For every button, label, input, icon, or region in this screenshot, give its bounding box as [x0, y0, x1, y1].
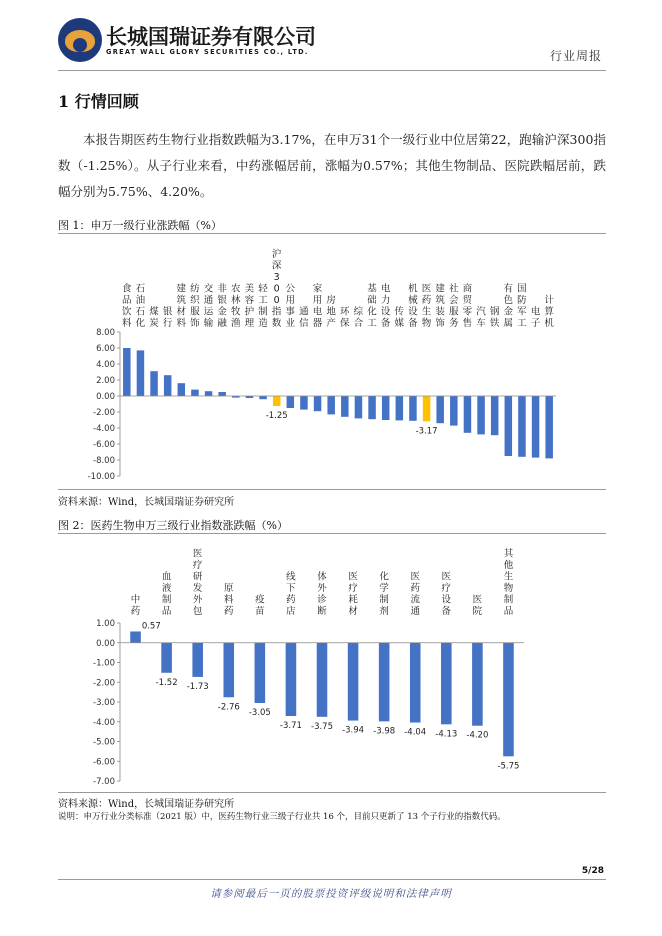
category-label: 计算机 — [544, 295, 554, 329]
y-tick-label: -6.00 — [93, 757, 115, 768]
category-label: 纺织服饰 — [190, 283, 200, 329]
bar — [368, 396, 375, 419]
summary-paragraph: 本报告期医药生物行业指数跌幅为3.17%，在申万31个一级行业中位居第22，跑输沪深300指数（-1.25%）。从子行业来看，中药涨幅居前，涨幅为0.57%；其他生物制品、医院跌幅居前，跌幅分别为5.75%、4.20%。 — [58, 132, 606, 199]
bar — [255, 643, 266, 703]
bar — [223, 643, 234, 698]
data-label: 0.57 — [141, 621, 161, 632]
category-label: 综合 — [353, 306, 364, 329]
category-label: 其他生物制品 — [503, 548, 514, 617]
data-label: -4.13 — [435, 729, 458, 740]
y-tick-label: -5.00 — [93, 737, 115, 748]
bar — [382, 396, 389, 420]
data-label: -3.94 — [342, 725, 365, 736]
category-label: 社会服务 — [449, 283, 459, 329]
footer-disclaimer: 请参阅最后一页的股票投资评级说明和法律声明 — [210, 888, 452, 900]
bar — [518, 396, 525, 457]
report-type: 行业周报 — [549, 49, 602, 63]
data-label: -3.71 — [279, 721, 302, 732]
bar — [379, 643, 390, 722]
category-label: 石油石化 — [135, 283, 146, 329]
bar — [327, 396, 334, 414]
bar — [355, 396, 362, 418]
figure2-source: 资料来源：Wind，长城国瑞证券研究所 — [58, 799, 235, 810]
bar — [341, 396, 348, 417]
data-label: -1.25 — [265, 411, 288, 421]
category-label: 国防军工 — [517, 283, 527, 329]
bar — [192, 643, 203, 677]
bar — [259, 396, 266, 399]
data-label: -1.52 — [155, 677, 178, 688]
category-label: 传媒 — [394, 306, 405, 329]
figure1-source: 资料来源：Wind，长城国瑞证券研究所 — [58, 497, 235, 508]
figure1-chart — [58, 236, 606, 488]
bar — [410, 643, 421, 723]
figure2-bottom-rule — [58, 792, 606, 793]
category-label: 煤炭 — [149, 306, 159, 329]
category-label: 通信 — [299, 306, 309, 329]
category-label: 有色金属 — [503, 283, 514, 329]
bar — [505, 396, 512, 456]
category-label: 建筑装饰 — [435, 283, 445, 329]
category-label: 电力设备 — [380, 283, 391, 329]
category-label: 电子 — [530, 306, 541, 329]
y-tick-label: 8.00 — [96, 328, 115, 338]
bar — [161, 643, 172, 673]
category-label: 汽车 — [476, 306, 486, 329]
data-label: -1.73 — [186, 681, 209, 692]
category-label: 环保 — [340, 306, 350, 329]
bar — [300, 396, 307, 410]
bar — [545, 396, 552, 458]
y-tick-label: 4.00 — [96, 360, 115, 370]
bar — [423, 396, 430, 421]
page-number: 5/28 — [581, 866, 604, 876]
y-tick-label: -2.00 — [93, 408, 115, 418]
category-label: 医院 — [472, 594, 483, 617]
category-label: 沪深 3 0 0 指数 — [271, 249, 282, 329]
category-label: 疫苗 — [255, 594, 265, 617]
data-label: -4.20 — [466, 730, 489, 741]
bar — [205, 391, 212, 396]
bar — [191, 390, 198, 396]
category-label: 中药 — [130, 594, 141, 617]
category-label: 线下药店 — [286, 571, 296, 617]
bar — [409, 396, 416, 421]
y-tick-label: -4.00 — [93, 717, 115, 728]
bar — [436, 396, 443, 423]
header-divider — [58, 70, 606, 71]
category-label: 公用事业 — [285, 283, 296, 329]
bar — [532, 396, 539, 458]
y-tick-label: -8.00 — [93, 456, 115, 466]
y-tick-label: -2.00 — [93, 678, 115, 689]
bar — [286, 643, 297, 716]
y-tick-label: -3.00 — [93, 698, 115, 708]
bar — [348, 643, 359, 721]
figure2-chart — [58, 536, 606, 791]
category-label: 化学制剂 — [379, 571, 389, 617]
bar — [477, 396, 484, 434]
category-label: 非银金融 — [217, 283, 227, 329]
section-title: 1 行情回顾 — [58, 92, 139, 111]
data-label: -4.04 — [404, 727, 427, 738]
data-label: -3.17 — [415, 426, 438, 437]
y-tick-label: 1.00 — [96, 619, 115, 629]
bar — [130, 631, 141, 642]
bar — [317, 643, 328, 717]
category-label: 美容护理 — [244, 283, 255, 329]
bar — [450, 396, 457, 426]
bar — [287, 396, 294, 408]
category-label: 食品饮料 — [122, 283, 132, 329]
company-name-cn: 长城国瑞证券有限公司 — [106, 25, 316, 49]
bar — [441, 643, 452, 725]
category-label: 建筑材料 — [176, 283, 187, 329]
category-label: 银行 — [162, 306, 173, 329]
bar — [273, 396, 280, 406]
y-tick-label: -7.00 — [93, 777, 115, 787]
category-label: 医疗研发外包 — [192, 548, 203, 617]
data-label: -2.76 — [217, 702, 240, 713]
category-label: 钢铁 — [489, 306, 500, 329]
figure2-note: 说明：申万行业分类标准（2021 版）中，医药生物行业三级子行业共 16 个，目前只更新了 13 个子行业的指数代码。 — [58, 812, 506, 822]
category-label: 商贸零售 — [462, 283, 473, 329]
data-label: -3.98 — [373, 726, 396, 737]
bar — [503, 643, 514, 757]
y-tick-label: -10.00 — [87, 472, 115, 482]
category-label: 医疗设备 — [441, 571, 452, 617]
figure1-title: 图 1：申万一级行业涨跌幅（%） — [58, 219, 222, 232]
category-label: 医疗耗材 — [348, 571, 358, 617]
bar — [464, 396, 471, 433]
figure1-bottom-rule — [58, 489, 606, 490]
category-label: 医药流通 — [410, 571, 420, 617]
figure2-title: 图 2：医药生物申万三级行业指数涨跌幅（%） — [58, 519, 288, 532]
data-label: -5.75 — [497, 761, 520, 772]
bar — [137, 350, 144, 396]
bar — [314, 396, 321, 411]
category-label: 农林牧渔 — [231, 283, 241, 329]
data-label: -3.05 — [248, 707, 271, 718]
bar — [396, 396, 403, 420]
y-tick-label: 0.00 — [96, 392, 115, 402]
category-label: 基础化工 — [367, 283, 377, 329]
bar — [164, 375, 171, 396]
category-label: 家用电器 — [312, 283, 323, 329]
category-label: 血液制品 — [161, 571, 172, 617]
company-name-en: GREAT WALL GLORY SECURITIES CO., LTD. — [106, 48, 309, 56]
y-tick-label: 2.00 — [96, 376, 115, 386]
company-logo — [58, 18, 102, 62]
data-label: -3.75 — [311, 721, 333, 732]
bar — [150, 371, 157, 396]
y-tick-label: -4.00 — [93, 424, 115, 434]
y-tick-label: 6.00 — [96, 344, 115, 354]
bar — [178, 383, 185, 396]
category-label: 交通运输 — [203, 283, 214, 329]
y-tick-label: 0.00 — [96, 638, 115, 649]
figure1-top-rule — [58, 233, 606, 234]
y-tick-label: -1.00 — [93, 658, 115, 669]
bar — [218, 392, 225, 396]
category-label: 机械设备 — [408, 283, 418, 329]
category-label: 轻工制造 — [258, 283, 268, 329]
category-label: 房地产 — [326, 295, 336, 329]
figure2-top-rule — [58, 533, 606, 534]
y-tick-label: -6.00 — [93, 440, 115, 450]
bar — [472, 643, 483, 726]
footer-divider — [58, 879, 606, 880]
category-label: 体外诊断 — [317, 571, 327, 617]
category-label: 医药生物 — [421, 283, 432, 329]
bar — [491, 396, 498, 435]
category-label: 原料药 — [224, 583, 234, 617]
bar — [123, 348, 130, 396]
